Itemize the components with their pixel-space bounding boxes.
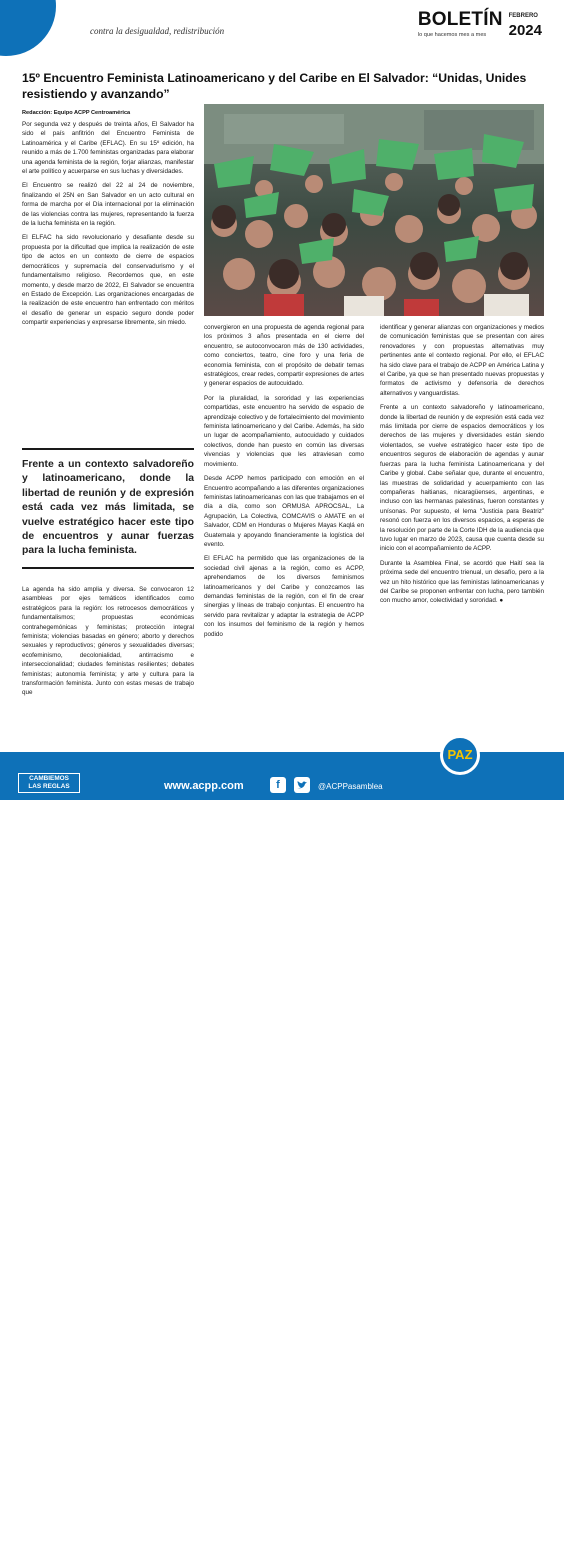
campaign-logo-line-2: LAS REGLAS bbox=[28, 783, 70, 790]
campaign-logo-line-1: CAMBIEMOS bbox=[29, 775, 69, 782]
paragraph: identificar y generar alianzas con organizaciones y medios de comunicación feministas que se presentan con aires renovadores y con propuestas alternativas muy pertinentes ante el contexto regional. Por ello, el EFLAC ha sido clave para el trabajo de ACPP en América Latina y el Caribe, ya que se han presentado nuevas propuestas y formatos de activismo y defensoría de derechos alternativos y vanguardistas. bbox=[380, 324, 544, 397]
crowd-photo-illustration bbox=[204, 104, 544, 316]
column-1-continued bbox=[22, 585, 194, 703]
corner-decoration bbox=[0, 0, 62, 62]
bulletin-masthead bbox=[418, 10, 542, 38]
paragraph: El EFLAC ha permitido que las organizaciones de la sociedad civil ajenas a la región, como es ACPP, aprehendamos de los diversos feminismos latinoamericanos y del Caribe y conozcamos las demandas feministas de la región, con el fin de crear sinergias y líneas de trabajo conjuntas. El encuentro ha servido para revitalizar y adaptar la estrategia de ACPP con los insumos del feminismo de la región y hemos podido bbox=[204, 555, 364, 638]
issue-year: 2024 bbox=[508, 22, 542, 39]
organization-name-line-2: Cooperación bbox=[484, 1528, 524, 1536]
issue-month: FEBRERO bbox=[508, 13, 538, 19]
social-handle[interactable]: @ACPPasamblea bbox=[318, 782, 383, 791]
bulletin-subtitle: lo que hacemos mes a mes bbox=[417, 32, 487, 38]
paragraph: convergieron en una propuesta de agenda regional para los próximos 3 años presentada en el cierre del encuentro, se autoconvocaron más de 130 actividades, como conciertos, teatro, cine foro y una feria de economía feminista, con el propósito de debatir temas estratégicos, crear redes, compartir expresiones de artes y generar espacios de autocuidado. bbox=[204, 324, 364, 388]
paragraph: Frente a un contexto salvadoreño y latinoamericano, donde la libertad de reunión y de expresión está cada vez más limitada por cierre de espacios democráticos y los derechos de las mujeres y diversidades están siendo violentados, se vuelve estratégico hacer este tipo de encuentros seguros de elaboración de agendas y aunar fuerzas para la lucha feminista Latinoamericana y del Caribe y global. Cabe señalar que, durante el encuentro, las muestras de solidaridad y acuerpamiento con las compañeras haitianas, nicaragüenses, argentinas, e incluso con las hermanas palestinas, fueron constantes y unísonas. Por supuesto, el lema “Justicia para Beatriz” resonó con fuerza en los diversos espacios, a esperas de la resolución por parte de la Corte IDH de la audiencia que tuvo lugar en marzo de 2023, causa que cuenta desde su inicio con el acompañamiento de ACPP. bbox=[380, 404, 544, 553]
paragraph: Por segunda vez y después de treinta años, El Salvador ha sido el país anfitrión del Encuentro Feminista de Latinoamérica y el Caribe (EFLAC). En su 15º edición, ha reunido a más de 1.700 feministas organizadas para elaborar una agenda feminista de la región, forjar alianzas, manifestar el arte político y acuerparse en sus luchas y diversidades. bbox=[22, 121, 194, 176]
paragraph: Durante la Asamblea Final, se acordó que Haití sea la próxima sede del encuentro trienual, un desafío, pero a la vez un hito histórico que las feministas latinoamericanas y del Caribe se proponen enfrentar con lucha, pero también con mucho amor, colectividad y sororidad. ● bbox=[380, 559, 544, 605]
paz-logo: PAZ bbox=[440, 735, 480, 775]
paragraph: El ELFAC ha sido revolucionario y desafiante desde su propuesta por la dificultad que implica la realización de este tipo de actos en un contexto de cierre de espacios democráticos y supremacía del conservadurismo y el fundamentalismo religioso. Recordemos que, en este momento, y desde marzo de 2022, El Salvador se encuentra en Estado de Excepción. Las organizaciones encargadas de la realización de este encuentro han enfrentado con méritos el desafío de generar un espacio seguro donde poder compartir experiencias y expresarse libremente, sin miedo. bbox=[22, 234, 194, 327]
paragraph: El Encuentro se realizó del 22 al 24 de noviembre, finalizando el 25N en San Salvador en un acto cultural en forma de marcha por el Día internacional por la eliminación de las violencias contra las mujeres, representando la fuerza de la lucha feminista en la región. bbox=[22, 182, 194, 228]
paragraph: Desde ACPP hemos participado con emoción en el Encuentro acompañando a las diferentes organizaciones feministas latinoamericanas con las que trabajamos en el día a día, como son ORMUSA APROCSAL, La Agrupación, La Colectiva, COMCAVIS o AMATE en el Salvador, CDM en Honduras o Mujeres Mayas Kaqlá en Guatemala y apoyando financieramente la logística del evento. bbox=[204, 475, 364, 548]
campaign-logo bbox=[18, 773, 80, 793]
header-tagline: contra la desigualdad, redistribución bbox=[90, 26, 225, 36]
column-1 bbox=[22, 120, 194, 333]
article-byline: Redacción: Equipo ACPP Centroamérica bbox=[22, 110, 131, 116]
bulletin-title: BOLETÍN bbox=[417, 9, 503, 30]
article-title: 15º Encuentro Feminista Latinoamericano y del Caribe en El Salvador: “Unidas, Unides resistiendo y avanzando” bbox=[22, 71, 527, 101]
organization-name bbox=[484, 1520, 525, 1545]
facebook-icon[interactable]: f bbox=[270, 777, 286, 793]
paragraph: La agenda ha sido amplia y diversa. Se convocaron 12 asambleas por ejes temáticos identificados como estratégicos para la región: los retrocesos democráticos y fundamentalismos; propuestas económicas contrahegemónicas y feministas; protección integral feminista; violencias basadas en género; aborto y derechos sexuales y reproductivos; géneros y sexualidades diversas; ecofeminismo, decolonialidad, antirracismo e interseccionalidad; ciudades feministas resilientes; debates feministas; autonomía feminista; y arte y cultura para la transformación feminista. Junto con estas mesas de trabajo que bbox=[22, 586, 194, 697]
twitter-icon[interactable] bbox=[294, 777, 310, 793]
organization-name-line-1: Asamblea de bbox=[484, 1520, 525, 1527]
organization-name-line-3: por la Paz bbox=[484, 1536, 516, 1544]
article-photo bbox=[204, 104, 544, 316]
column-3 bbox=[380, 323, 544, 611]
column-2 bbox=[204, 323, 364, 644]
website-link[interactable]: www.acpp.com bbox=[164, 780, 244, 792]
paragraph: Por la pluralidad, la sororidad y las experiencias compartidas, este encuentro ha servido de espacio de aprendizaje colectivo y de fortalecimiento del movimiento feminista latinoamericano y del Caribe. Además, ha sido un lugar de acompañamiento, autocuidado y cuidados colectivos, donde han puesto en común las diversas vivencias y violencias que les atraviesan como movimiento. bbox=[204, 394, 364, 468]
pull-quote: Frente a un contexto salvadoreño y latinoamericano, donde la libertad de reunión y de expresión está cada vez más limitada, se vuelve estratégico hacer este tipo de encuentros y aunar fuerzas para la lucha feminista. bbox=[22, 448, 194, 569]
